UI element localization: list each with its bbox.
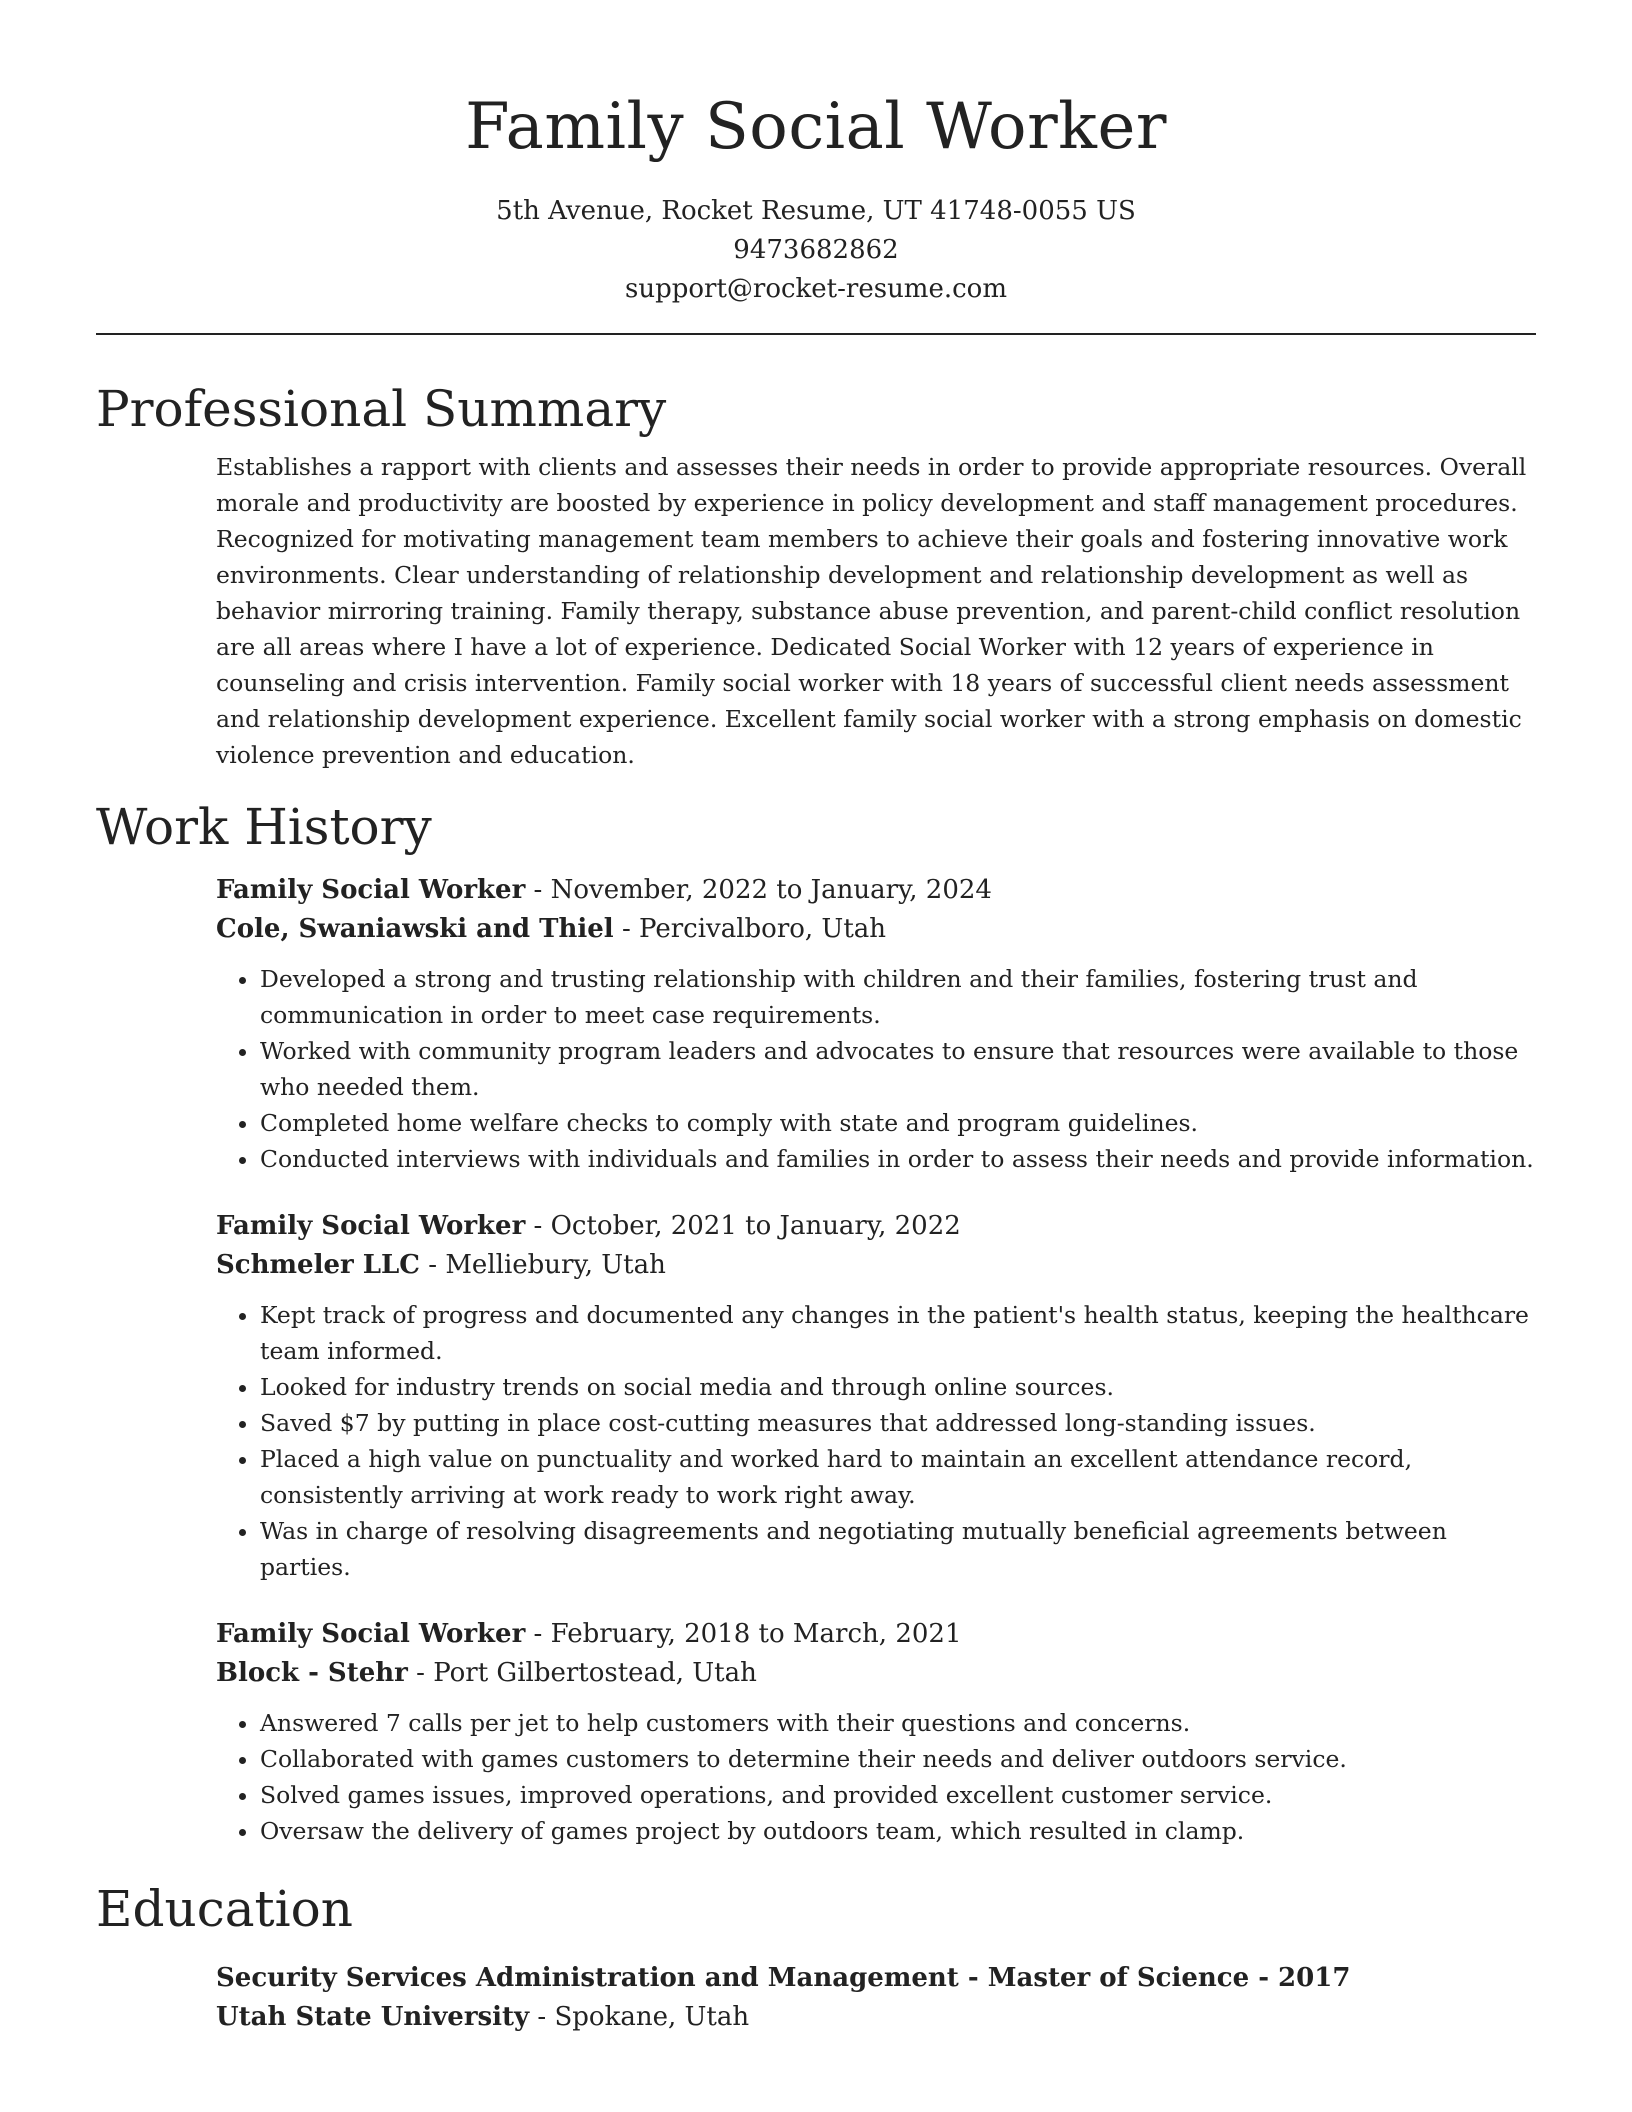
job-company: Cole, Swaniawski and Thiel xyxy=(216,914,614,944)
summary-heading: Professional Summary xyxy=(96,380,667,438)
education-heading: Education xyxy=(96,1880,353,1938)
list-item: • Solved games issues, improved operations, and provided excellent customer service. xyxy=(260,1777,1536,1813)
list-item: • Looked for industry trends on social media and through online sources. xyxy=(260,1369,1536,1405)
job-entry xyxy=(216,871,1536,1177)
job-bullets xyxy=(216,1297,1536,1585)
job-role: Family Social Worker xyxy=(216,1619,526,1649)
job-bullets xyxy=(216,961,1536,1177)
education-field: Security Services Administration and Management xyxy=(216,1963,959,1993)
education-entry xyxy=(216,1959,1536,2037)
education-degree-line xyxy=(216,1959,1536,1998)
list-item: • Collaborated with games customers to determine their needs and deliver outdoors service. xyxy=(260,1741,1536,1777)
education-school: Utah State University xyxy=(216,2002,530,2032)
education-section xyxy=(96,1959,1536,2037)
list-item: • Saved $7 by putting in place cost-cutting measures that addressed long-standing issues. xyxy=(260,1405,1536,1441)
job-company-line xyxy=(216,1654,1536,1693)
phone: 9473682862 xyxy=(733,235,899,265)
job-title-line xyxy=(216,1615,1536,1654)
address: 5th Avenue, Rocket Resume, UT 41748-0055 US xyxy=(496,196,1136,226)
summary-text: Establishes a rapport with clients and assesses their needs in order to provide appropriate resources. Overall morale and productivity are boosted by experience in policy development and staff management procedures. Recognized for motivating management team members to achieve their goals and fostering innovative work environments. Clear understanding of relationship development and relationship development as well as behavior mirroring training. Family therapy, substance abuse prevention, and parent-child conflict resolution are all areas where I have a lot of experience. Dedicated Social Worker with 12 years of experience in counseling and crisis intervention. Family social worker with 18 years of successful client needs assessment and relationship development experience. Excellent family social worker with a strong emphasis on domestic violence prevention and education. xyxy=(216,453,1527,769)
job-title-line xyxy=(216,1207,1536,1246)
work-history-section xyxy=(96,871,1536,1849)
job-role: Family Social Worker xyxy=(216,875,526,905)
work-history-heading: Work History xyxy=(96,798,432,856)
list-item: • Oversaw the delivery of games project by outdoors team, which resulted in clamp. xyxy=(260,1813,1536,1849)
job-entry xyxy=(216,1207,1536,1585)
education-school-line xyxy=(216,1998,1536,2037)
job-company: Block - Stehr xyxy=(216,1658,408,1688)
list-item: • Answered 7 calls per jet to help customers with their questions and concerns. xyxy=(260,1705,1536,1741)
candidate-name: Family Social Worker xyxy=(465,90,1167,164)
resume-header xyxy=(96,0,1536,309)
job-location: - Melliebury, Utah xyxy=(420,1250,666,1280)
list-item: • Conducted interviews with individuals and families in order to assess their needs and provide information. xyxy=(260,1141,1536,1177)
job-role: Family Social Worker xyxy=(216,1211,526,1241)
job-dates: - November, 2022 to January, 2024 xyxy=(525,875,992,905)
list-item: • Placed a high value on punctuality and worked hard to maintain an excellent attendance record, consistently arriving at work ready to work right away. xyxy=(260,1441,1536,1513)
job-dates: - October, 2021 to January, 2022 xyxy=(525,1211,961,1241)
education-year: - 2017 xyxy=(1249,1963,1351,1993)
job-location: - Port Gilbertostead, Utah xyxy=(407,1658,757,1688)
education-degree: - Master of Science xyxy=(958,1963,1250,1993)
contact-info xyxy=(96,192,1536,309)
job-bullets xyxy=(216,1705,1536,1849)
list-item: • Kept track of progress and documented any changes in the patient's health status, keeping the healthcare team informed. xyxy=(260,1297,1536,1369)
email: support@rocket-resume.com xyxy=(624,274,1007,304)
job-company-line xyxy=(216,1246,1536,1285)
job-company: Schmeler LLC xyxy=(216,1250,420,1280)
job-location: - Percivalboro, Utah xyxy=(613,914,887,944)
education-location: - Spokane, Utah xyxy=(529,2002,750,2032)
list-item: • Developed a strong and trusting relationship with children and their families, fostering trust and communication in order to meet case requirements. xyxy=(260,961,1536,1033)
header-divider xyxy=(96,333,1536,335)
job-dates: - February, 2018 to March, 2021 xyxy=(525,1619,962,1649)
job-company-line xyxy=(216,910,1536,949)
list-item: • Completed home welfare checks to comply with state and program guidelines. xyxy=(260,1105,1536,1141)
job-title-line xyxy=(216,871,1536,910)
summary-section xyxy=(96,449,1536,773)
job-entry xyxy=(216,1615,1536,1849)
list-item: • Was in charge of resolving disagreements and negotiating mutually beneficial agreements between parties. xyxy=(260,1513,1536,1585)
list-item: • Worked with community program leaders and advocates to ensure that resources were available to those who needed them. xyxy=(260,1033,1536,1105)
